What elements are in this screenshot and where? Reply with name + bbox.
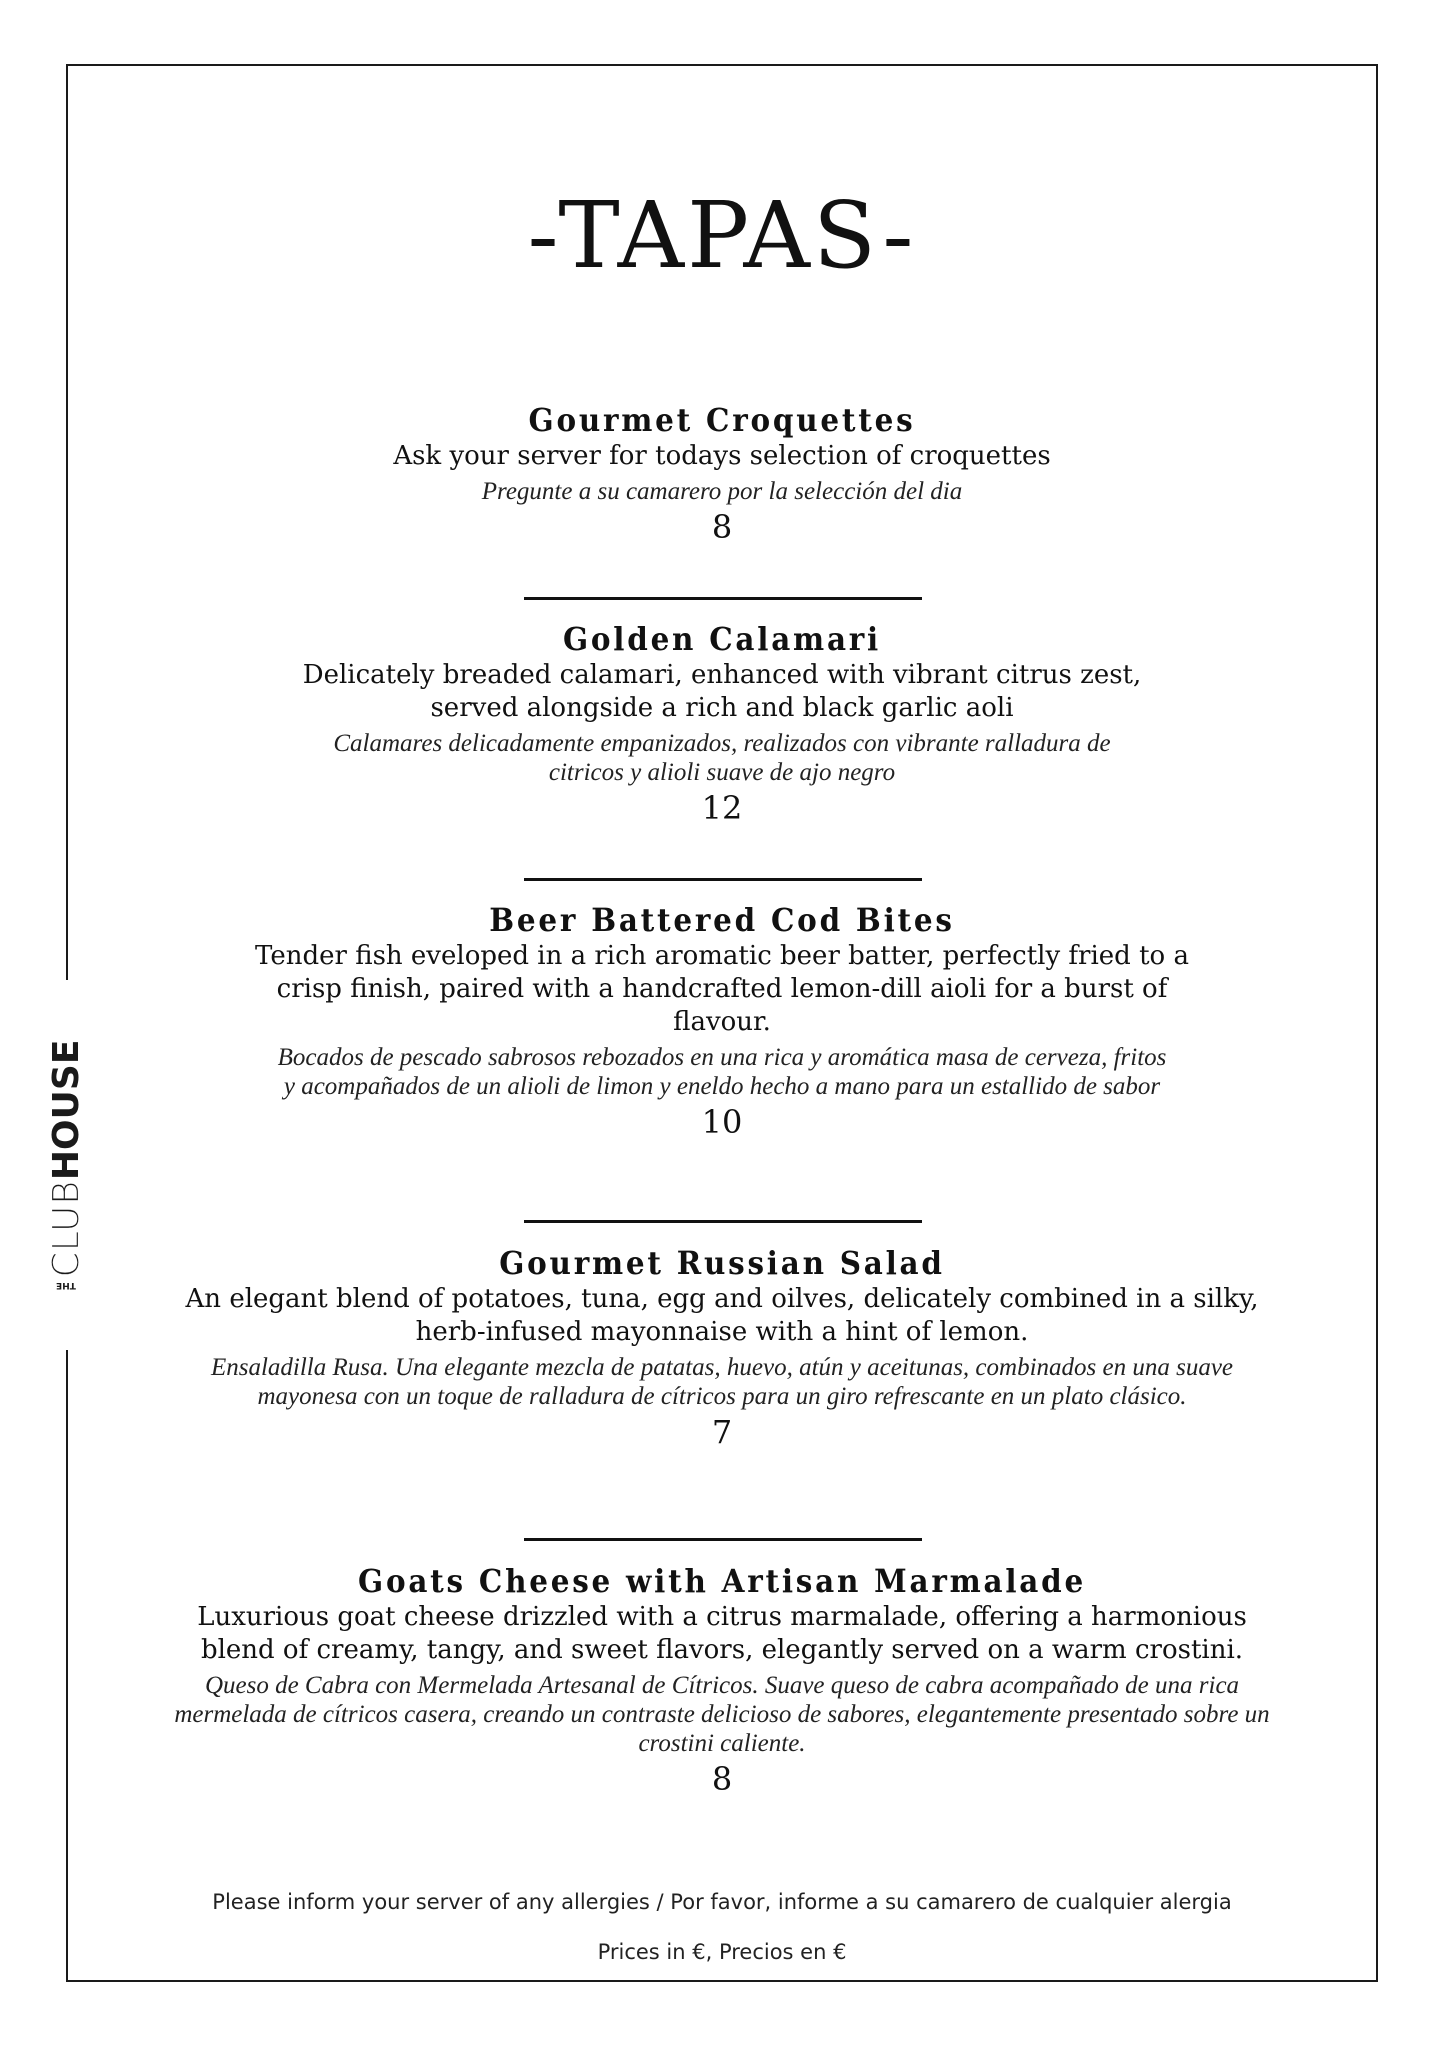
logo-club: CLUB <box>45 1180 87 1278</box>
item-description-en: Delicately breaded calamari, enhanced with vibrant citrus zest, served alongside a rich and black garlic aoli <box>302 660 1142 723</box>
divider <box>524 597 922 600</box>
item-name: Goats Cheese with Artisan Marmalade <box>358 1562 1086 1600</box>
menu-item-croquettes <box>0 400 1444 546</box>
item-description-es: Calamares delicadamente empanizados, realizados con vibrante ralladura de citricos y alioli suave de ajo negro <box>333 730 1111 786</box>
item-description-es: Bocados de pescado sabrosos rebozados en una rica y aromática masa de cerveza, fritos y acompañados de un alioli de limon y eneldo hecho a mano para un estallido de sabor <box>277 1044 1167 1100</box>
menu-item-cod-bites <box>0 900 1444 1141</box>
divider <box>524 1538 922 1541</box>
prices-note: Prices in €, Precios en € <box>597 1940 847 1964</box>
item-description-en: Tender fish eveloped in a rich aromatic beer batter, perfectly fried to a crisp finish, paired with a handcrafted lemon-dill aioli for a burst of flavour. <box>255 941 1189 1037</box>
menu-title: -TAPAS- <box>527 182 917 289</box>
divider <box>524 878 922 881</box>
logo-the: THE <box>56 1280 76 1291</box>
item-name: Beer Battered Cod Bites <box>489 901 955 939</box>
menu-item-goats-cheese <box>0 1561 1444 1798</box>
logo-house: HOUSE <box>45 1039 87 1181</box>
item-description-en: Luxurious goat cheese drizzled with a citrus marmalade, offering a harmonious blend of creamy, tangy, and sweet flavors, elegantly served on a warm crostini. <box>197 1602 1247 1665</box>
item-price: 12 <box>701 789 743 827</box>
item-description-en: An elegant blend of potatoes, tuna, egg and oilves, delicately combined in a silky, herb-infused mayonnaise with a hint of lemon. <box>185 1284 1259 1347</box>
item-description-en: Ask your server for todays selection of croquettes <box>393 441 1051 471</box>
allergy-note: Please inform your server of any allergies / Por favor, informe a su camarero de cualquier alergia <box>212 1890 1232 1914</box>
menu-item-calamari <box>0 619 1444 827</box>
item-description-es: Queso de Cabra con Mermelada Artesanal de Cítricos. Suave queso de cabra acompañado de una rica mermelada de cítricos casera, creando un contraste delicioso de sabores, elegantemente presentado sobre un crostini caliente. <box>174 1672 1270 1757</box>
item-name: Gourmet Russian Salad <box>499 1244 945 1282</box>
menu-item-russian-salad <box>0 1243 1444 1451</box>
item-description-es: Pregunte a su camarero por la selección del dia <box>481 478 963 505</box>
item-name: Gourmet Croquettes <box>528 401 916 439</box>
item-price: 8 <box>711 508 733 546</box>
item-price: 8 <box>711 1760 733 1798</box>
item-price: 10 <box>701 1103 743 1141</box>
item-description-es: Ensaladilla Rusa. Una elegante mezcla de patatas, huevo, atún y aceitunas, combinados en una suave mayonesa con un toque de ralladura de cítricos para un giro refrescante en un plato clásico. <box>210 1354 1234 1410</box>
item-price: 7 <box>711 1413 733 1451</box>
item-name: Golden Calamari <box>562 620 882 658</box>
divider <box>524 1220 922 1223</box>
